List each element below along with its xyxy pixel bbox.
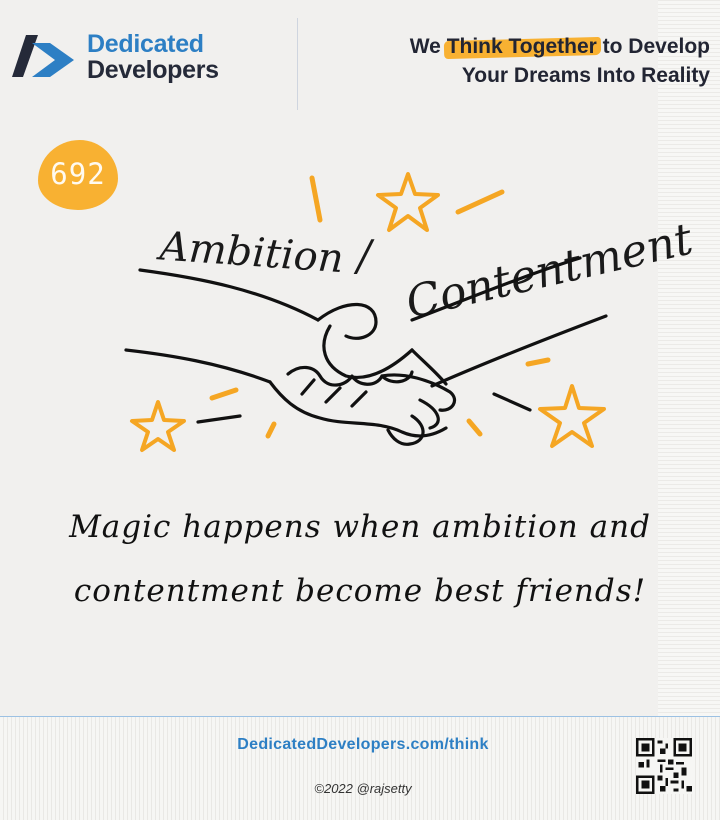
tagline-line2: Your Dreams Into Reality [461, 64, 710, 87]
star-icon [378, 174, 438, 230]
brand-name-line2: Developers [87, 56, 219, 84]
header-divider [297, 18, 298, 110]
quote-line2: contentment become best friends! [73, 573, 647, 609]
word-separator: / [357, 231, 372, 280]
qr-code-icon[interactable] [636, 738, 692, 794]
word-ambition: Ambition [158, 223, 346, 283]
tagline-prefix: We [409, 35, 441, 58]
quote-line1: Magic happens when ambition and [69, 509, 651, 545]
word-contentment: Contentment [401, 213, 698, 329]
tagline-line1 [330, 32, 710, 61]
tagline-highlight: Think Together [446, 35, 597, 58]
copyright-text: ©2022 @rajsetty [314, 781, 412, 796]
star-icon [132, 402, 184, 450]
handshake-illustration [0, 150, 720, 470]
footer-rule [0, 716, 720, 717]
brand-logo-icon [10, 33, 78, 83]
card-number-badge: 692 [38, 140, 118, 210]
quote-message [40, 495, 680, 623]
tagline-suffix: to Develop [602, 35, 710, 58]
tagline [330, 32, 710, 90]
paper-bottom-texture [0, 716, 720, 820]
footer-url-link[interactable]: DedicatedDevelopers.com/think [237, 736, 489, 753]
star-icon [540, 386, 604, 446]
brand-name [87, 31, 219, 83]
brand-name-line1: Dedicated [87, 30, 204, 58]
